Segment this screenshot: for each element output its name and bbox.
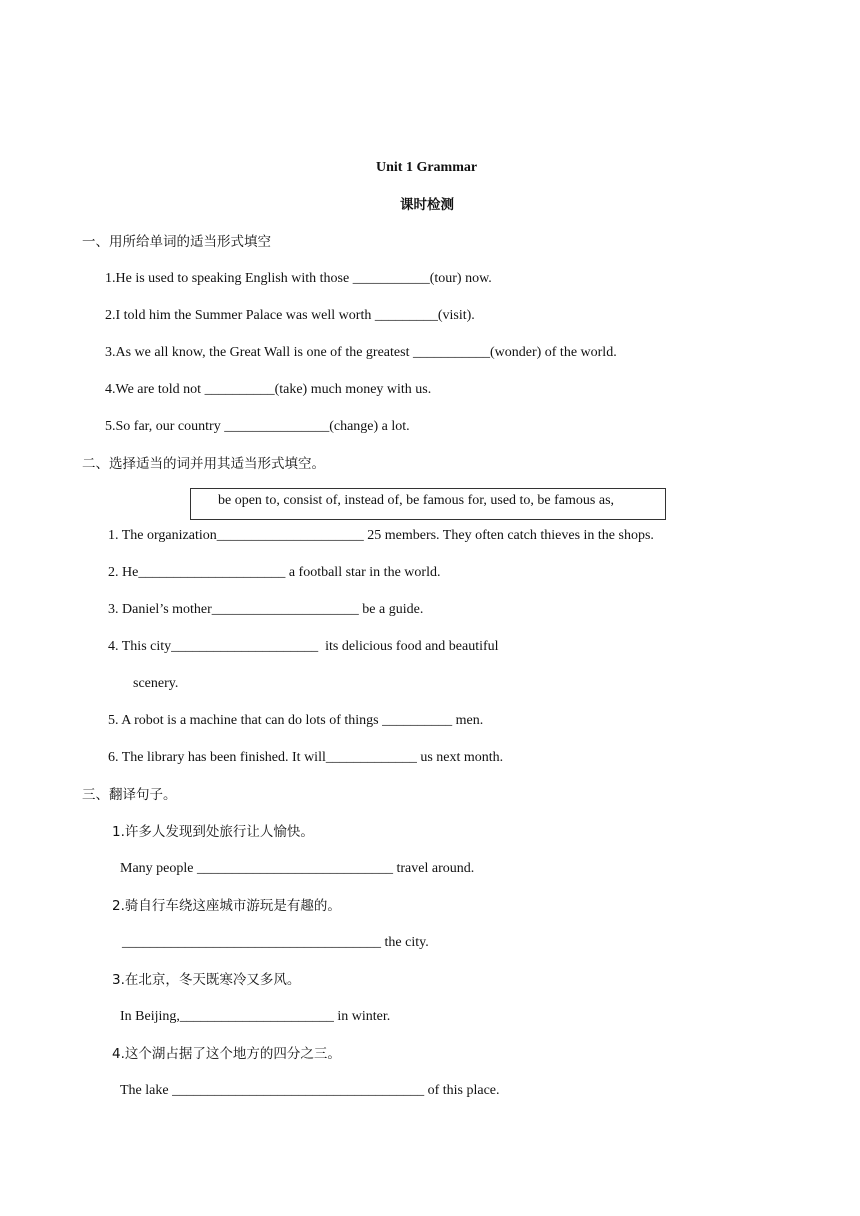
- word-bank-box: [190, 488, 666, 520]
- section-2-question: 4. This city_____________________ its delicious food and beautiful: [108, 639, 499, 654]
- translation-prompt: 1.许多人发现到处旅行让人愉快。: [112, 824, 314, 840]
- section-1-question: 4.We are told not __________(take) much money with us.: [105, 382, 432, 397]
- section-2-question: 1. The organization_____________________ 25 members. They often catch thieves in the shops.: [108, 528, 654, 543]
- section-3-heading: 三、翻译句子。: [82, 787, 177, 803]
- section-1-question: 2.I told him the Summer Palace was well worth _________(visit).: [105, 308, 475, 323]
- translation-prompt: 2.骑自行车绕这座城市游玩是有趣的。: [112, 898, 341, 914]
- section-2-question: 5. A robot is a machine that can do lots of things __________ men.: [108, 713, 484, 728]
- translation-prompt: 3.在北京，冬天既寒冷又多风。: [112, 972, 301, 988]
- section-2-question: 6. The library has been finished. It will_____________ us next month.: [108, 750, 504, 765]
- section-1-question: 5.So far, our country _______________(change) a lot.: [105, 419, 410, 434]
- section-2-question: 2. He_____________________ a football star in the world.: [108, 565, 441, 580]
- word-bank-text: be open to, consist of, instead of, be famous for, used to, be famous as,: [218, 493, 615, 508]
- section-1-question: 1.He is used to speaking English with those ___________(tour) now.: [105, 271, 492, 286]
- translation-answer-line: _____________________________________ the city.: [122, 935, 429, 950]
- section-2-heading: 二、选择适当的词并用其适当形式填空。: [82, 456, 325, 472]
- translation-prompt: 4.这个湖占据了这个地方的四分之三。: [112, 1046, 341, 1062]
- section-1-question: 3.As we all know, the Great Wall is one of the greatest ___________(wonder) of the world.: [105, 345, 617, 360]
- translation-answer-line: In Beijing,______________________ in winter.: [120, 1009, 391, 1024]
- translation-answer-line: The lake ____________________________________ of this place.: [120, 1083, 500, 1098]
- section-2-question: 3. Daniel’s mother_____________________ be a guide.: [108, 602, 424, 617]
- page-title: Unit 1 Grammar: [376, 160, 478, 175]
- translation-answer-line: Many people ____________________________ travel around.: [120, 861, 475, 876]
- section-1-heading: 一、用所给单词的适当形式填空: [82, 234, 271, 250]
- page-subtitle: 课时检测: [400, 197, 454, 213]
- section-2-question-continuation: scenery.: [133, 676, 179, 691]
